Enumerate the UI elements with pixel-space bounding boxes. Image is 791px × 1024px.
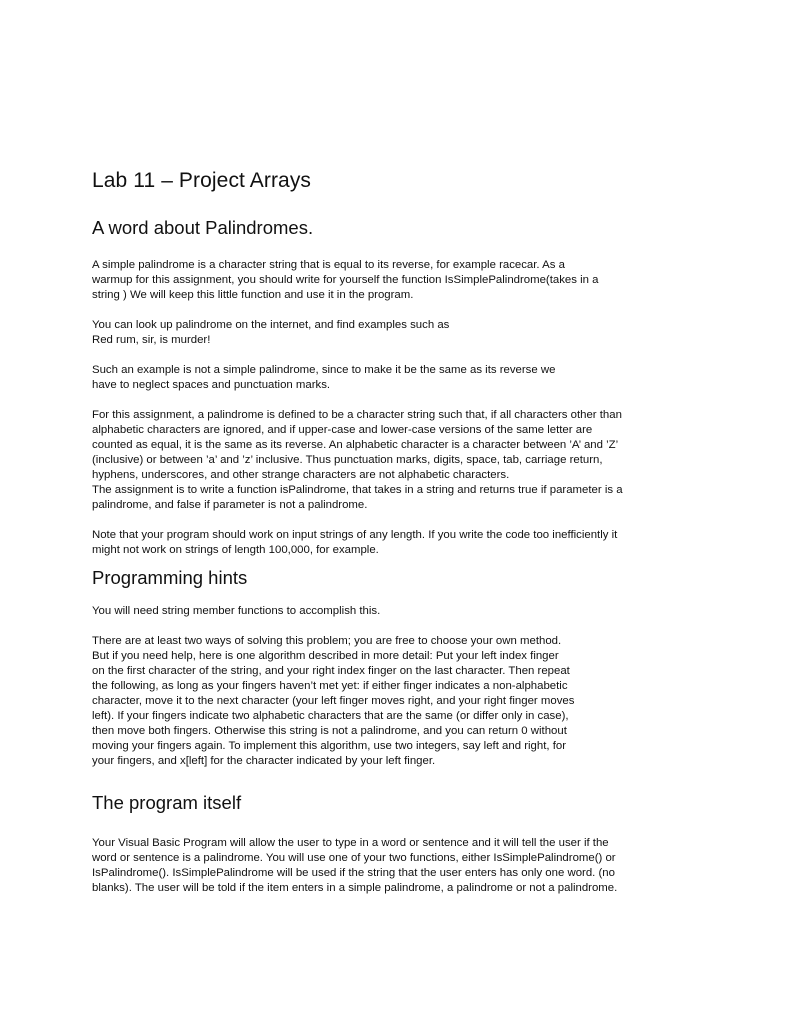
text-line: moving your fingers again. To implement this algorithm, use two integers, say left and right, for xyxy=(92,740,566,752)
text-line: There are at least two ways of solving this problem; you are free to choose your own method. xyxy=(92,635,562,647)
text-line: You can look up palindrome on the internet, and find examples such as xyxy=(92,319,450,331)
section-heading-palindromes: A word about Palindromes. xyxy=(92,217,314,238)
text-line: word or sentence is a palindrome. You will use one of your two functions, either IsSimplePalindrome() or xyxy=(92,852,616,864)
text-line: But if you need help, here is one algorithm described in more detail: Put your left index finger xyxy=(92,650,559,662)
text-line: For this assignment, a palindrome is defined to be a character string such that, if all characters other than xyxy=(92,409,622,421)
section-heading-program-itself: The program itself xyxy=(92,792,242,813)
paragraph-string-functions xyxy=(92,604,702,619)
text-line: have to neglect spaces and punctuation marks. xyxy=(92,379,331,391)
text-line: the following, as long as your fingers haven’t met yet: if either finger indicates a non-alphabetic xyxy=(92,680,568,692)
text-line: your fingers, and x[left] for the character indicated by your left finger. xyxy=(92,755,436,767)
text-line: then move both fingers. Otherwise this string is not a palindrome, and you can return 0 without xyxy=(92,725,567,737)
text-line: warmup for this assignment, you should write for yourself the function IsSimplePalindrome(takes in a xyxy=(92,274,599,286)
text-line: alphabetic characters are ignored, and if upper-case and lower-case versions of the same letter are xyxy=(92,424,593,436)
text-line: left). If your fingers indicate two alphabetic characters that are the same (or differ only in case), xyxy=(92,710,569,722)
paragraph-program-description xyxy=(92,836,702,896)
text-line: might not work on strings of length 100,000, for example. xyxy=(92,544,379,556)
page-title: Lab 11 – Project Arrays xyxy=(92,169,312,192)
text-line: (inclusive) or between ’a’ and ’z’ inclusive. Thus punctuation marks, digits, space, tab, carriage return, xyxy=(92,454,603,466)
paragraph-internet-examples xyxy=(92,318,702,348)
text-line: Your Visual Basic Program will allow the user to type in a word or sentence and it will tell the user if the xyxy=(92,837,609,849)
text-line: hyphens, underscores, and other strange characters are not alphabetic characters. xyxy=(92,469,510,481)
paragraph-algorithm xyxy=(92,634,702,769)
text-line: The assignment is to write a function isPalindrome, that takes in a string and returns true if parameter is a xyxy=(92,484,623,496)
text-line: palindrome, and false if parameter is not a palindrome. xyxy=(92,499,368,511)
text-line: counted as equal, it is the same as its reverse. An alphabetic character is a character between ’A’ and ’Z’ xyxy=(92,439,619,451)
text-line: on the first character of the string, and your right index finger on the last character. Then repeat xyxy=(92,665,570,677)
paragraph-palindrome-definition xyxy=(92,258,702,303)
text-line: Red rum, sir, is murder! xyxy=(92,334,211,346)
paragraph-assignment-definition xyxy=(92,408,702,513)
text-line: blanks). The user will be told if the item enters in a simple palindrome, a palindrome or not a palindrome. xyxy=(92,882,618,894)
text-line: A simple palindrome is a character string that is equal to its reverse, for example racecar. As a xyxy=(92,259,565,271)
text-line: IsPalindrome(). IsSimplePalindrome will be used if the string that the user enters has only one word. (no xyxy=(92,867,615,879)
paragraph-not-simple xyxy=(92,363,702,393)
text-line: Such an example is not a simple palindrome, since to make it be the same as its reverse we xyxy=(92,364,556,376)
section-heading-programming-hints: Programming hints xyxy=(92,567,248,588)
text-line: string ) We will keep this little function and use it in the program. xyxy=(92,289,414,301)
text-line: character, move it to the next character (your left finger moves right, and your right finger moves xyxy=(92,695,575,707)
document-page xyxy=(92,167,702,896)
text-line: You will need string member functions to accomplish this. xyxy=(92,605,381,617)
text-line: Note that your program should work on input strings of any length. If you write the code too inefficiently it xyxy=(92,529,618,541)
paragraph-input-length-note xyxy=(92,528,702,558)
